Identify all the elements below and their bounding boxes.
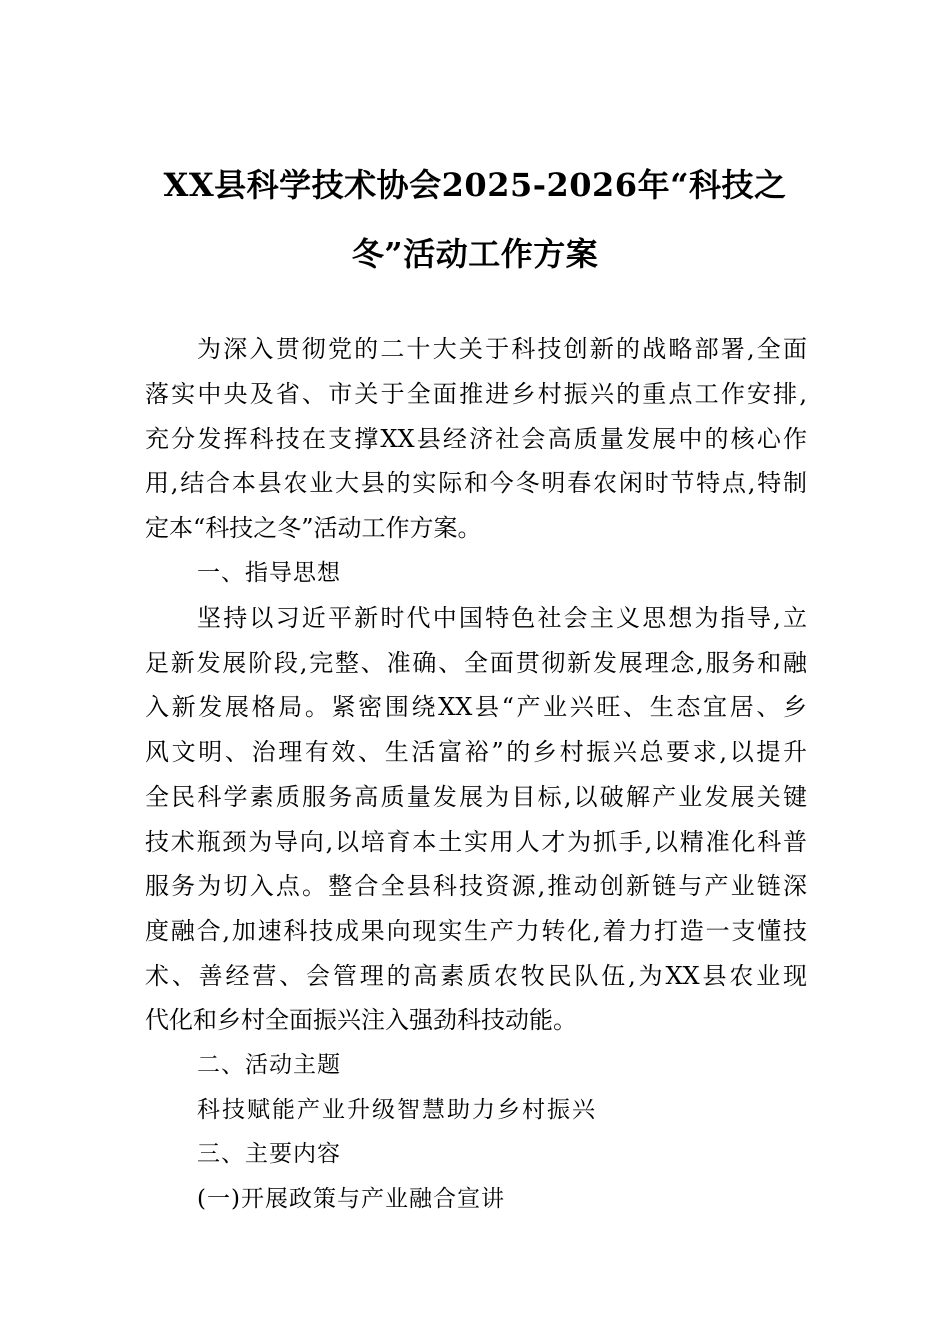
section1-line: 术、善经营、会管理的高素质农牧民队伍,为XX县农业现 (145, 962, 807, 990)
section1-line: 全民科学素质服务高质量发展为目标,以破解产业发展关键 (145, 783, 807, 811)
activity-theme-text: 科技赋能产业升级智慧助力乡村振兴 (197, 1097, 597, 1123)
intro-line: 用,结合本县农业大县的实际和今冬明春农闲时节特点,特制 (145, 469, 807, 497)
intro-line: 充分发挥科技在支撑XX县经济社会高质量发展中的核心作 (145, 425, 807, 453)
section1-line: 入新发展格局。紧密围绕XX县“产业兴旺、生态宜居、乡 (145, 693, 807, 721)
document-title-line-1: XX县科学技术协会2025-2026年“科技之 (163, 166, 787, 204)
subsection-heading: (一)开展政策与产业融合宣讲 (197, 1186, 505, 1212)
section1-line: 代化和乡村全面振兴注入强劲科技动能。 (145, 1006, 577, 1034)
section-heading-main-content: 三、主要内容 (197, 1141, 341, 1167)
intro-line: 为深入贯彻党的二十大关于科技创新的战略部署,全面 (197, 335, 807, 363)
section1-line: 风文明、治理有效、生活富裕”的乡村振兴总要求,以提升 (145, 738, 807, 766)
section-heading-activity-theme: 二、活动主题 (197, 1052, 341, 1078)
document-title-line-2: 冬”活动工作方案 (351, 235, 599, 273)
section-heading-guiding-ideology: 一、指导思想 (197, 560, 341, 586)
section1-line: 足新发展阶段,完整、准确、全面贯彻新发展理念,服务和融 (145, 649, 807, 677)
intro-line: 落实中央及省、市关于全面推进乡村振兴的重点工作安排, (145, 380, 807, 408)
intro-line: 定本“科技之冬”活动工作方案。 (145, 514, 482, 542)
section1-line: 坚持以习近平新时代中国特色社会主义思想为指导,立 (197, 604, 807, 632)
section1-line: 度融合,加速科技成果向现实生产力转化,着力打造一支懂技 (145, 917, 807, 945)
section1-line: 服务为切入点。整合全县科技资源,推动创新链与产业链深 (145, 872, 807, 900)
section1-line: 技术瓶颈为导向,以培育本土实用人才为抓手,以精准化科普 (145, 828, 807, 856)
